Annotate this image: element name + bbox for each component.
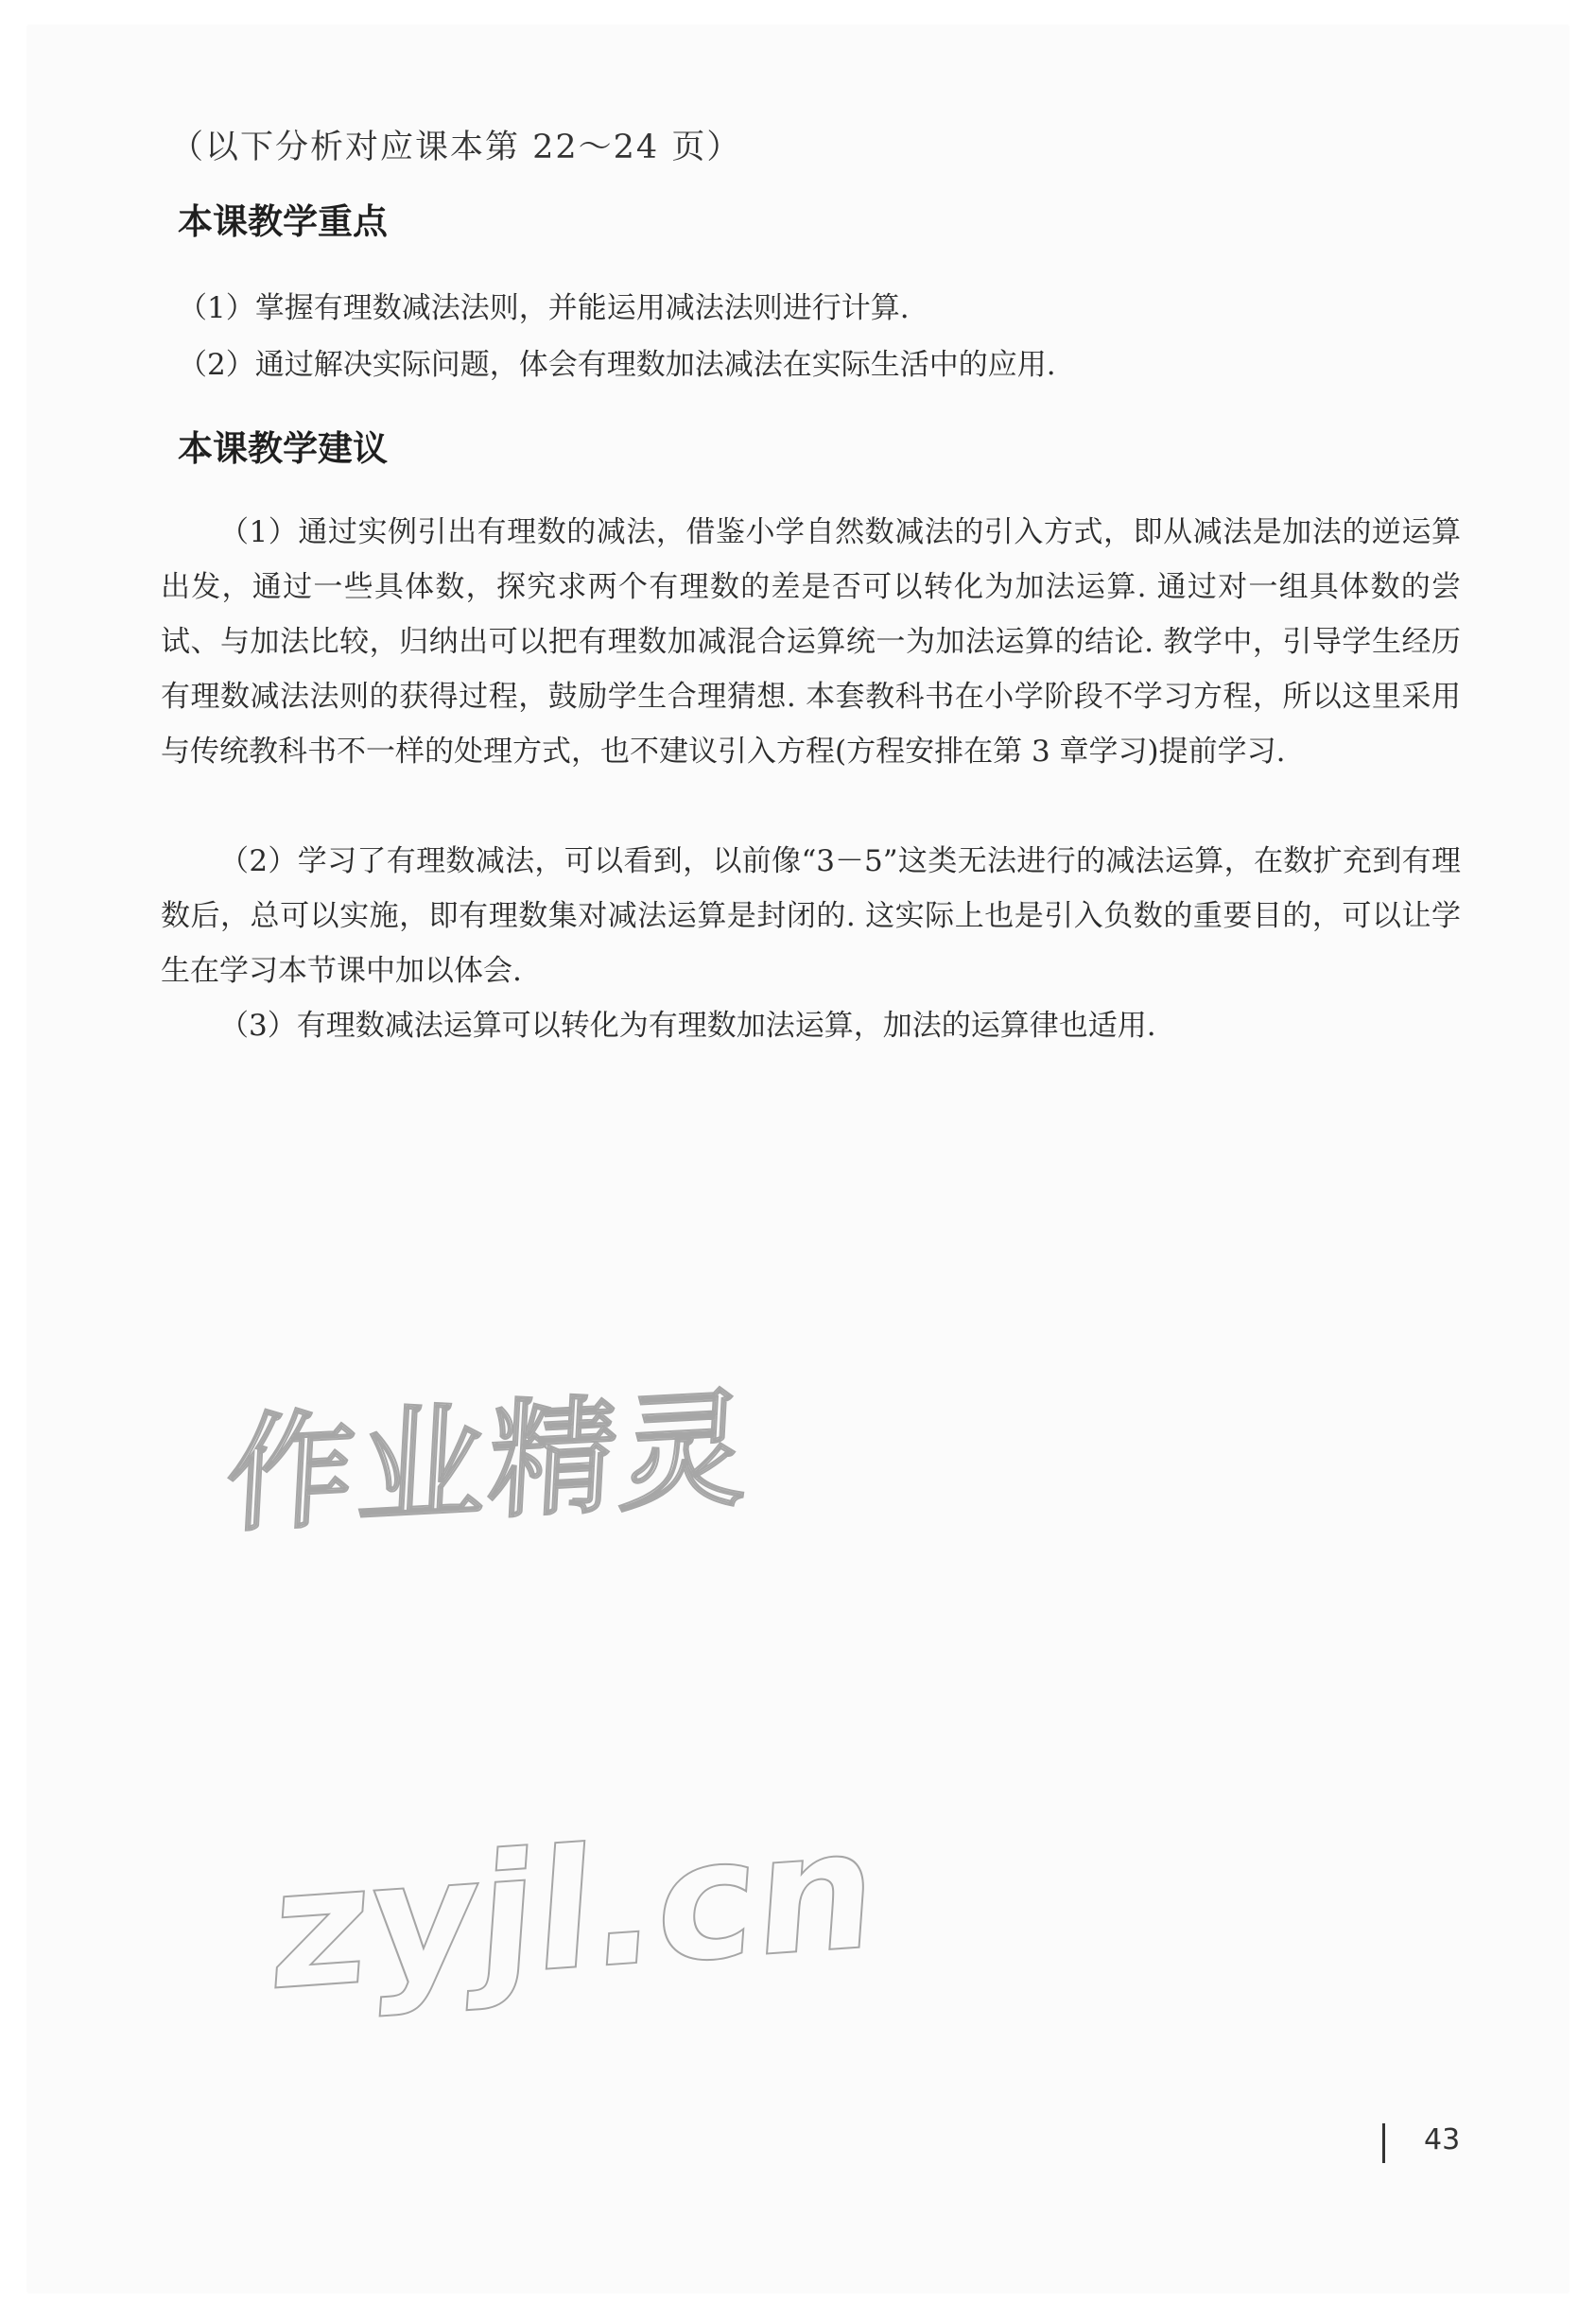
focus-item-1: （1）掌握有理数减法法则，并能运用减法法则进行计算. xyxy=(178,291,910,325)
advice-paragraph-2: （2）学习了有理数减法，可以看到，以前像“3－5”这类无法进行的减法运算，在数扩充到有理数后，总可以实施，即有理数集对减法运算是封闭的. 这实际上也是引入负数的重要目的，可以让学生在学习本节课中加以体会. xyxy=(161,844,1461,988)
focus-item-2: （2）通过解决实际问题，体会有理数加法减法在实际生活中的应用. xyxy=(178,348,1056,382)
section-heading-focus-text: 本课教学重点 xyxy=(178,201,388,242)
section-heading-focus xyxy=(178,193,388,244)
page-number: 43 xyxy=(1424,2123,1461,2156)
section-heading-advice xyxy=(178,420,388,471)
watermark-chinese: 作业精灵 xyxy=(223,1375,755,1550)
page-number-rule xyxy=(1382,2123,1385,2163)
source-note: （以下分析对应课本第 22～24 页） xyxy=(170,129,742,166)
watermark-url: zyjl.cn xyxy=(265,1792,883,2028)
advice-paragraph-3: （3）有理数减法运算可以转化为有理数加法运算，加法的运算律也适用. xyxy=(219,1009,1156,1043)
advice-paragraph-1: （1）通过实例引出有理数的减法，借鉴小学自然数减法的引入方式，即从减法是加法的逆运算出发，通过一些具体数，探究求两个有理数的差是否可以转化为加法运算. 通过对一组具体数的尝试、与加法比较，归纳出可以把有理数加减混合运算统一为加法运算的结论. 教学中，引导学生经历有理数减法法则的获得过程，鼓励学生合理猜想. 本套教科书在小学阶段不学习方程，所以这里采用与传统教科书不一样的处理方式，也不建议引入方程(方程安排在第 3 章学习)提前学习. xyxy=(161,515,1461,769)
section-heading-advice-text: 本课教学建议 xyxy=(178,428,388,469)
